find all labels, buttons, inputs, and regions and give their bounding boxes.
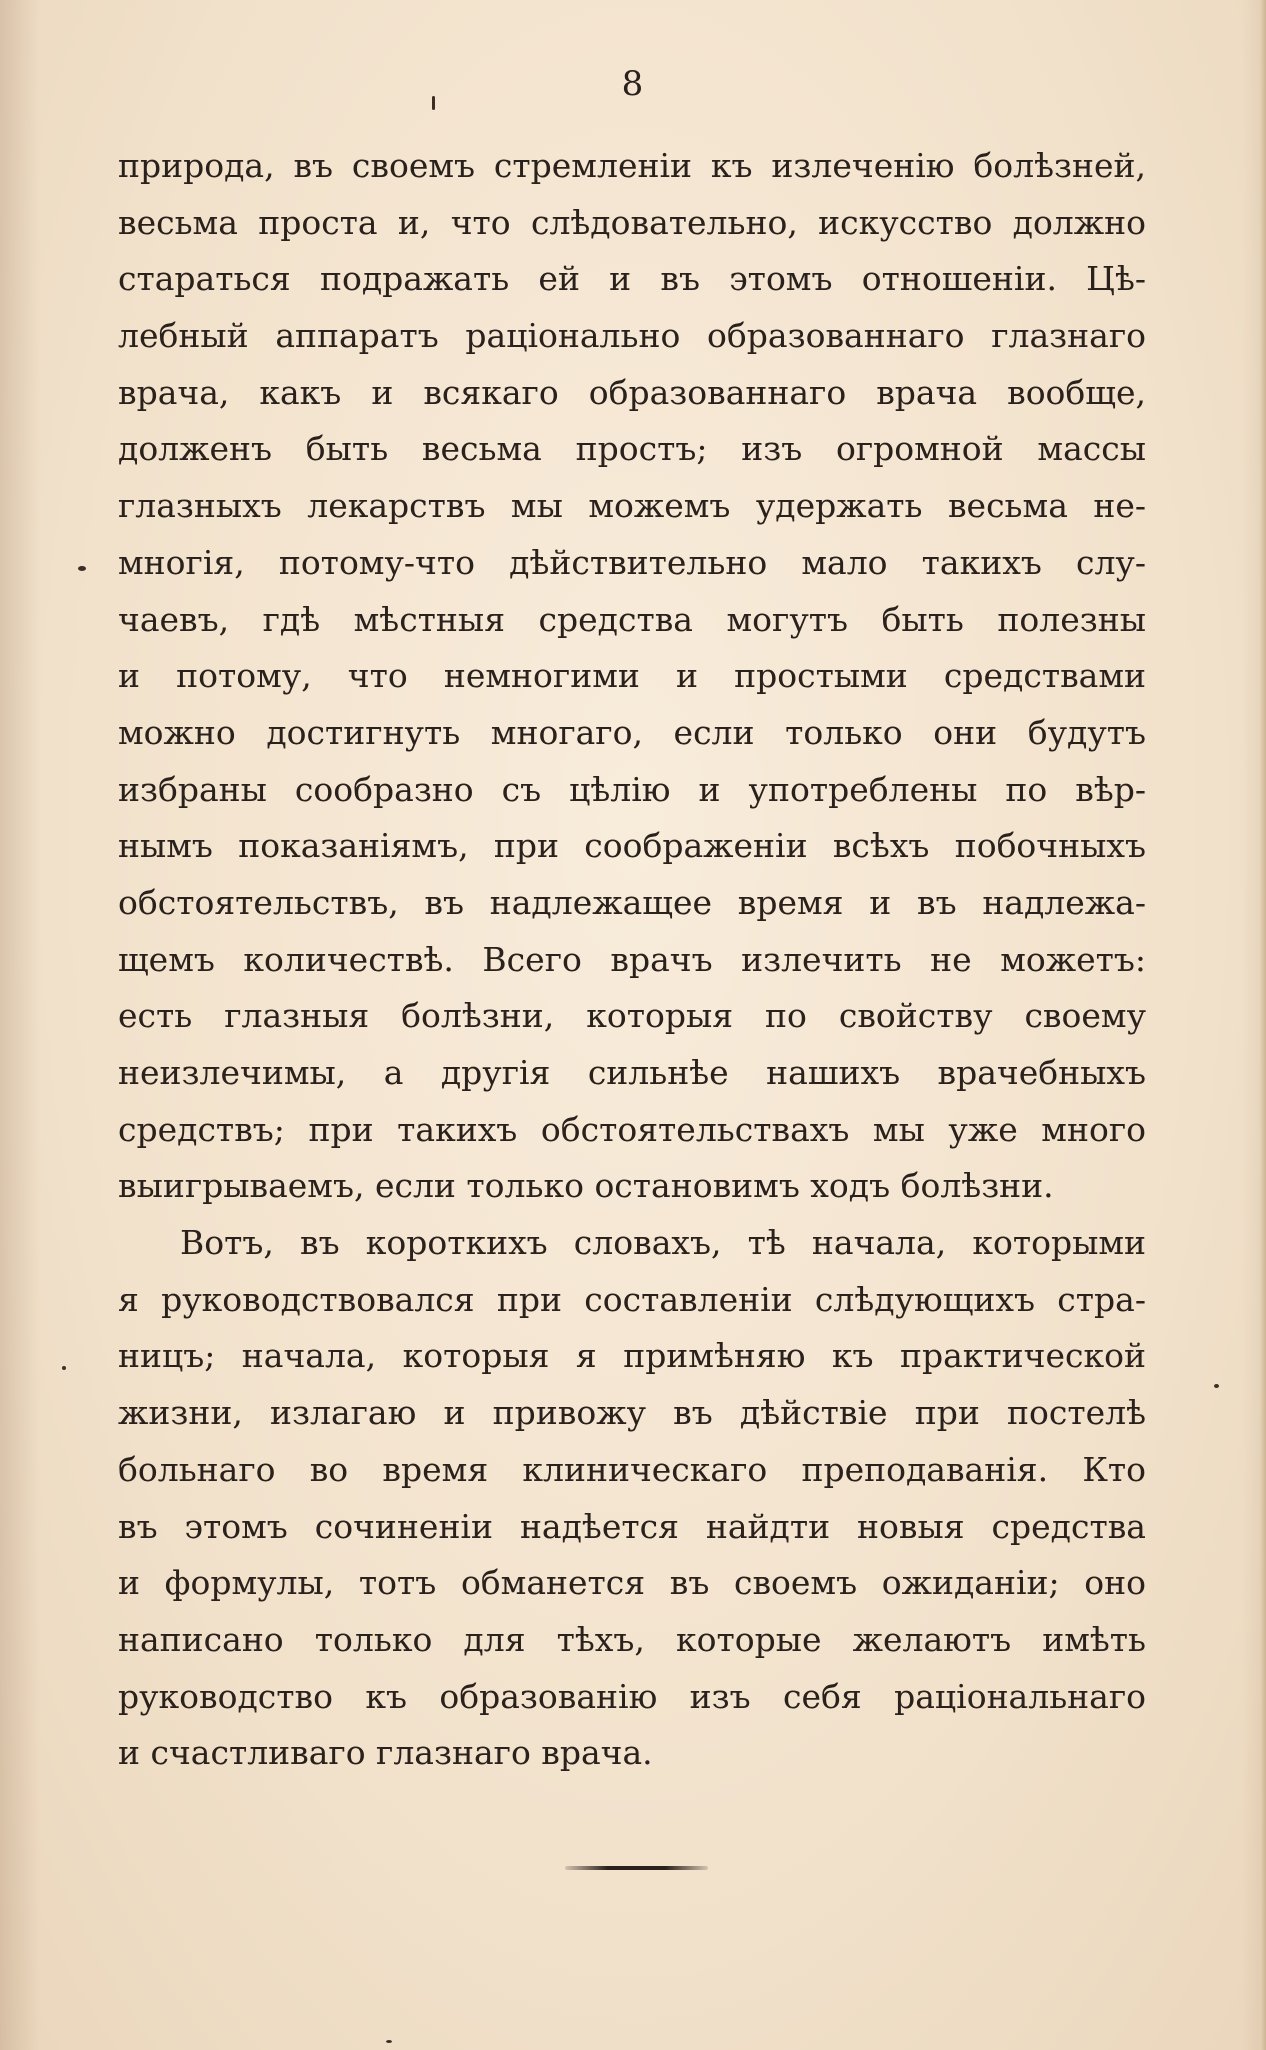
text-line: чаевъ, гдѣ мѣстныя средства могутъ быть полезны xyxy=(118,599,1146,639)
page-number: 8 xyxy=(621,64,645,104)
body-text xyxy=(118,138,1146,1782)
text-line: средствъ; при такихъ обстоятельствахъ мы уже много xyxy=(118,1109,1146,1149)
text-line: написано только для тѣхъ, которые желаютъ имѣть xyxy=(118,1619,1146,1659)
page-edge xyxy=(1260,0,1266,2050)
text-line: и формулы, тотъ обманется въ своемъ ожиданіи; оно xyxy=(118,1563,1146,1603)
text-line: я руководствовался при составленіи слѣдующихъ стра- xyxy=(118,1279,1146,1319)
ink-speck xyxy=(432,96,435,110)
text-line: неизлечимы, а другія сильнѣе нашихъ врачебныхъ xyxy=(118,1053,1146,1092)
text-line: и счастливаго глазнаго врача. xyxy=(118,1733,653,1773)
text-line: больнаго во время клиническаго преподаванія. Кто xyxy=(118,1449,1146,1489)
text-line: руководство къ образованію изъ себя раціональнаго xyxy=(118,1676,1146,1716)
text-line: природа, въ своемъ стремленіи къ излеченію болѣзней, xyxy=(118,146,1146,185)
text-line: въ этомъ сочиненіи надѣется найдти новыя средства xyxy=(118,1506,1146,1546)
text-line: долженъ быть весьма простъ; изъ огромной массы xyxy=(118,429,1146,469)
text-line: стараться подражать ей и въ этомъ отношеніи. Цѣ- xyxy=(118,259,1146,299)
text-line: врача, какъ и всякаго образованнаго врача вообще, xyxy=(118,372,1146,412)
text-line: весьма проста и, что слѣдовательно, искусство должно xyxy=(118,202,1146,242)
ink-speck xyxy=(386,2040,392,2043)
text-line: глазныхъ лекарствъ мы можемъ удержать весьма не- xyxy=(118,486,1146,526)
text-line: выигрываемъ, если только остановимъ ходъ болѣзни. xyxy=(118,1166,1054,1206)
ink-speck xyxy=(1214,1384,1219,1388)
text-line: избраны сообразно съ цѣлію и употреблены по вѣр- xyxy=(118,769,1146,809)
text-line: обстоятельствъ, въ надлежащее время и въ надлежа- xyxy=(118,882,1146,922)
closing-rule xyxy=(565,1866,708,1870)
ink-speck xyxy=(62,1366,66,1370)
text-line: ницъ; начала, которыя я примѣняю къ практической xyxy=(118,1336,1146,1376)
paragraph-start-line: Вотъ, въ короткихъ словахъ, тѣ начала, которыми xyxy=(180,1223,1146,1263)
ink-speck xyxy=(78,566,86,571)
text-line: многія, потому-что дѣйствительно мало такихъ слу- xyxy=(118,542,1146,582)
text-line: есть глазныя болѣзни, которыя по свойству своему xyxy=(118,996,1146,1036)
text-line: щемъ количествѣ. Всего врачъ излечить не можетъ: xyxy=(118,939,1146,979)
text-line: лебный аппаратъ раціонально образованнаго глазнаго xyxy=(118,316,1146,356)
text-line: нымъ показаніямъ, при соображеніи всѣхъ побочныхъ xyxy=(118,826,1146,866)
text-line: жизни, излагаю и привожу въ дѣйствіе при постелѣ xyxy=(118,1393,1146,1433)
text-line: можно достигнуть многаго, если только они будутъ xyxy=(118,712,1146,752)
text-line: и потому, что немногими и простыми средствами xyxy=(118,656,1146,696)
